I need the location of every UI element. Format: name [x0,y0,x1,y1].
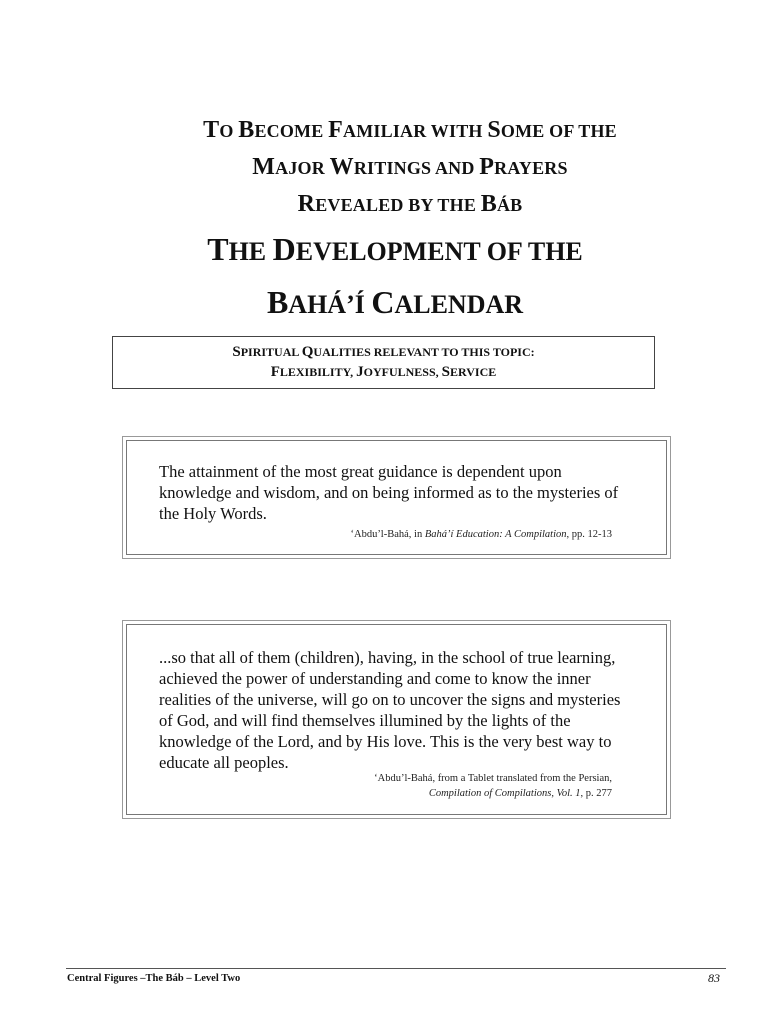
subtitle-rest: ECOME [254,121,329,141]
qualities-rest: LEXIBILITY, [279,365,357,379]
qualities-cap: F [270,364,280,380]
quote-text: The attainment of the most great guidance is dependent upon knowledge and wisdom, and on being informed as to the mysteries of the Holy Words. [159,462,619,523]
qualities-rest: OYFULNESS, [363,365,442,379]
citation-work: Bahá’í Education: A Compilation [424,529,567,540]
subtitle-cap: P [479,154,495,180]
subtitle-rest: AJOR [275,158,330,178]
citation-pages: , pp. 12-13 [566,529,612,540]
footer-divider [66,968,726,969]
subtitle-rest: EVEALED BY THE [315,195,481,215]
subtitle-rest: AMILIAR WITH [343,121,488,141]
title-cap: C [371,284,395,320]
citation-pages: , p. 277 [580,788,612,799]
title-line-2 [100,279,690,332]
title-rest: HE [228,237,273,266]
subtitle-cap: M [252,154,276,180]
subtitle-cap: B [238,117,255,143]
subtitle-cap: T [203,117,220,143]
quote-box-1 [126,440,667,555]
qualities-rest: UALITIES RELEVANT TO THIS TOPIC: [313,345,535,359]
title-cap: D [272,231,296,267]
qualities-rest: ERVICE [450,365,497,379]
subtitle-rest: O [219,121,239,141]
title-rest: ALENDAR [394,290,524,319]
qualities-line-2 [113,362,654,382]
quote-citation [350,527,612,542]
subtitle-cap: S [487,117,501,143]
subtitle-line-2 [130,150,690,187]
quote-citation [374,771,612,801]
qualities-rest: PIRITUAL [240,345,302,359]
subtitle-rest: RITINGS AND [353,158,480,178]
qualities-cap: S [441,364,451,380]
page-title [100,226,690,332]
subtitle-rest: OME OF THE [500,121,617,141]
subtitle-cap: R [297,191,316,217]
qualities-cap: Q [301,344,314,360]
title-cap: B [266,284,289,320]
page-number: 83 [708,971,720,985]
subtitle-cap: W [329,154,354,180]
subtitle-line-1 [130,113,690,150]
title-line-1 [100,226,690,279]
title-cap: T [207,231,229,267]
title-rest: EVELOPMENT OF THE [295,237,583,266]
subtitle-cap: B [480,191,497,217]
qualities-cap: S [232,344,241,360]
subtitle-line-3 [130,187,690,224]
qualities-line-1 [113,342,654,362]
quote-box-2 [126,624,667,815]
subtitle-rest: RAYERS [494,158,568,178]
qualities-cap: J [356,364,364,380]
citation-author: ‘Abdu’l-Bahá, in [350,529,425,540]
footer-course-title: Central Figures –The Báb – Level Two [67,973,241,984]
spiritual-qualities-box [112,336,655,389]
citation-author: ‘Abdu’l-Bahá, from a Tablet translated from the Persian, [374,773,612,784]
quote-text: ...so that all of them (children), having, in the school of true learning, achieved the power of understanding and come to know the inner realities of the universe, will go on to uncover the signs and mysteries of God, and will find themselves illumined by the lights of the knowledge of the Lord, and by His love. This is the very best way to educate all peoples. [159,648,621,772]
subtitle-cap: F [328,117,344,143]
citation-work: Compilation of Compilations, Vol. 1 [428,788,581,799]
title-rest: AHÁ’Í [288,290,372,319]
section-subtitle [130,113,690,224]
subtitle-rest: ÁB [496,195,523,215]
